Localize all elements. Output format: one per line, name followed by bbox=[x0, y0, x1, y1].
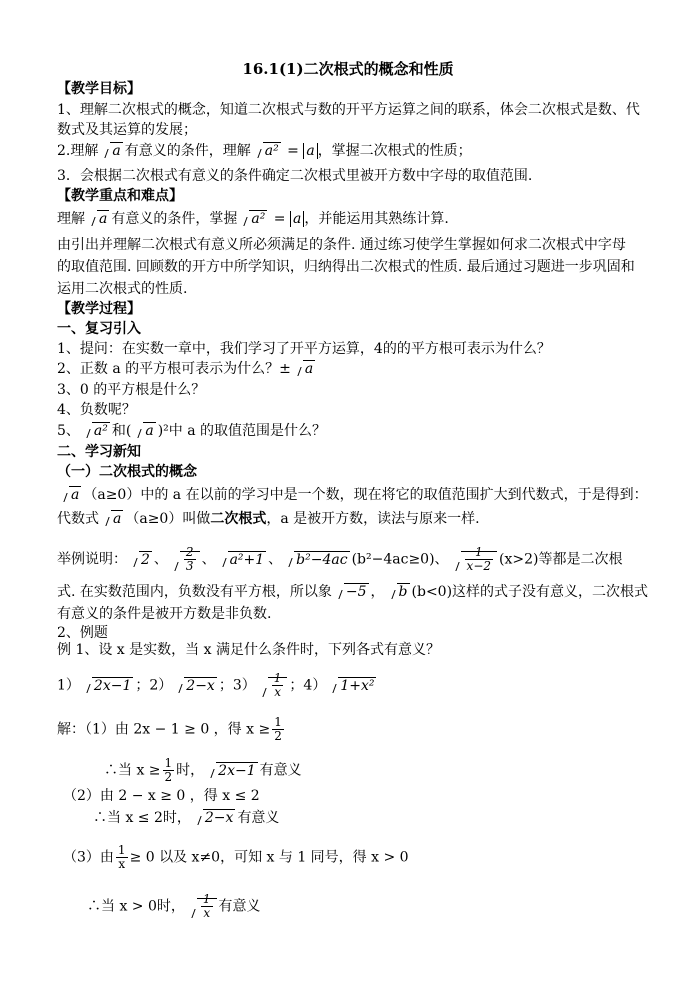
concept-1: a （a≥0）中的 a 在以前的学习中是一个数，现在将它的取值范围扩大到代数式，于是得到： bbox=[57, 486, 648, 504]
section-2: 二、学习新知 bbox=[57, 444, 141, 460]
solution-3-result: ∴当 x > 0时， $\frac{1}{x}$ 有意义 bbox=[87, 892, 261, 920]
goal-1b: 数式及其运算的发展； bbox=[57, 122, 197, 138]
key-para-2: 的取值范围. 回顾数的开方中所学知识，归纳得出二次根式的性质. 最后通过习题进一步巩固和 bbox=[57, 259, 635, 275]
question-1: 1、提问：在实数一章中，我们学习了开平方运算，4的的平方根可表示为什么？ bbox=[57, 341, 551, 357]
goals-heading: 【教学目标】 bbox=[57, 81, 141, 97]
page-title: 16.1(1)二次根式的概念和性质 bbox=[242, 60, 454, 78]
goal-2: 2.理解 a 有意义的条件，理解 a² = a ，掌握二次根式的性质； bbox=[57, 143, 472, 159]
question-3: 3、0 的平方根是什么？ bbox=[57, 382, 206, 398]
section-2-1: （一）二次根式的概念 bbox=[57, 464, 197, 480]
process-heading: 【教学过程】 bbox=[57, 301, 141, 317]
solution-2: （2）由 2 − x ≥ 0 ，得 x ≤ 2 bbox=[63, 788, 260, 804]
solution-1-result: ∴当 x ≥ $\frac{1}{2}$ 时， 2x−1 有意义 bbox=[104, 756, 302, 784]
example-heading: 2、例题 bbox=[57, 625, 108, 641]
solution-1: 解：（1）由 2x − 1 ≥ 0 ，得 x ≥ $\frac{1}{2}$ bbox=[57, 715, 282, 743]
concept-2: 代数式 a （a≥0）叫做二次根式，a 是被开方数，读法与原来一样. bbox=[57, 511, 480, 527]
examples-line: 举例说明： 2 、 $\frac{2}{3}$ 、 a²+1 、 b²−4ac (b²−4ac≥0)、 $\frac{1}{x-2}$ (x>2)等都是二次根 bbox=[57, 545, 623, 573]
question-2: 2、正数 a 的平方根可表示为什么？± a bbox=[57, 361, 314, 377]
example-1: 例 1、设 x 是实数，当 x 满足什么条件时，下列各式有意义？ bbox=[57, 642, 440, 658]
section-1: 一、复习引入 bbox=[57, 321, 141, 337]
question-4: 4、负数呢？ bbox=[57, 402, 136, 418]
solution-3: （3）由 $\frac{1}{x}$ ≥ 0 以及 x≠0，可知 x 与 1 同号，得 x > 0 bbox=[63, 843, 409, 871]
examples-line-3: 有意义的条件是被开方数是非负数. bbox=[57, 606, 272, 622]
goal-3: 3．会根据二次根式有意义的条件确定二次根式里被开方数中字母的取值范围. bbox=[57, 168, 533, 184]
key-1: 理解 a 有意义的条件，掌握 a² = a ，并能运用其熟练计算. bbox=[57, 211, 449, 227]
key-para-1: 由引出并理解二次根式有意义所必须满足的条件. 通过练习使学生掌握如何求二次根式中字母 bbox=[57, 237, 626, 253]
example-1-items: 1） 2x−1 ；2） 2−x ；3） $\frac{1}{x}$ ；4） 1+x² bbox=[57, 671, 375, 699]
key-para-3: 运用二次根式的性质. bbox=[57, 281, 188, 297]
key-heading: 【教学重点和难点】 bbox=[57, 188, 183, 204]
solution-2-result: ∴当 x ≤ 2时， 2−x 有意义 bbox=[93, 810, 280, 826]
question-5: 5、 a² 和( a )²中 a 的取值范围是什么？ bbox=[57, 423, 327, 439]
examples-line-2: 式. 在实数范围内，负数没有平方根，所以象 −5 ， b (b<0)这样的式子没有意义，二次根式 bbox=[57, 584, 649, 600]
goal-1a: 1、理解二次根式的概念，知道二次根式与数的开平方运算之间的联系，体会二次根式是数、代 bbox=[57, 102, 640, 118]
